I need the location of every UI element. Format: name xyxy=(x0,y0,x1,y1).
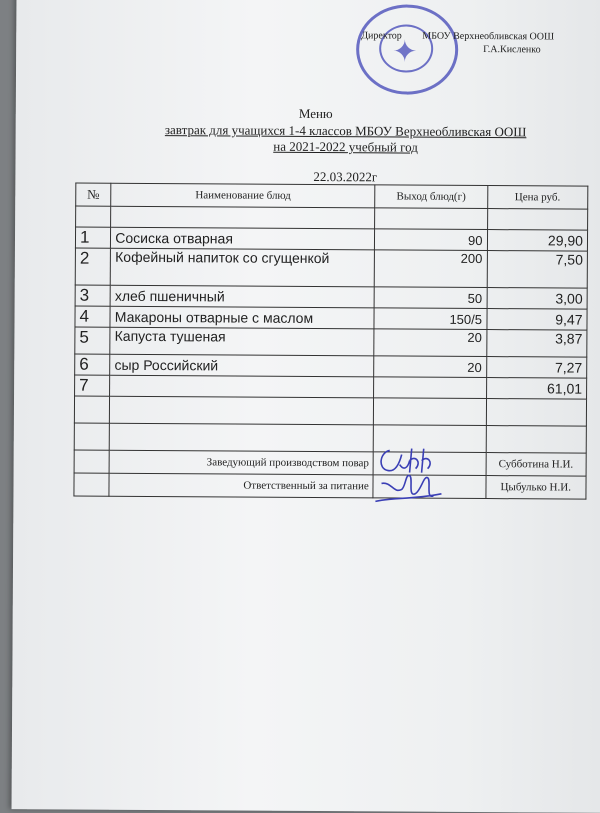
cell-number: 6 xyxy=(75,354,110,375)
cell-dish-name: сыр Российский xyxy=(110,354,374,377)
cell-dish-name: Кофейный напиток со сгущенкой xyxy=(110,248,374,287)
signature-name: Цыбулько Н.И. xyxy=(485,476,586,500)
table-header-row xyxy=(76,183,588,209)
cell-number: 1 xyxy=(75,227,110,248)
cell-dish-name: хлеб пшеничный xyxy=(110,285,374,308)
cell-number: 7 xyxy=(75,375,110,396)
cell-price: 3,00 xyxy=(487,288,588,310)
signature-name: Субботина Н.И. xyxy=(486,453,587,477)
table-row-empty xyxy=(74,423,586,453)
cell-output: 50 xyxy=(374,287,486,309)
director-position: Директор xyxy=(361,30,402,42)
table-row xyxy=(75,248,587,288)
table-row-empty xyxy=(74,396,586,426)
menu-subtitle xyxy=(16,121,600,157)
document-page xyxy=(12,0,600,813)
cell-price: 29,90 xyxy=(487,230,588,252)
school-name: МБОУ Верхнеобливская ООШ xyxy=(422,30,555,43)
cell-output: 90 xyxy=(375,229,487,251)
cell-output xyxy=(374,377,486,399)
approval-header xyxy=(361,29,600,56)
signature-row xyxy=(74,450,586,476)
signature-role: Заведующий производством повар xyxy=(109,450,373,475)
cell-number: 4 xyxy=(75,306,110,327)
cell-price: 9,47 xyxy=(486,309,587,331)
menu-subtitle-line2: на 2021-2022 учебный год xyxy=(273,138,418,155)
cell-dish-name: Сосиска отварная xyxy=(111,227,375,250)
signature-role: Ответственный за питание xyxy=(109,473,373,498)
cell-price: 3,87 xyxy=(486,330,587,358)
cell-number: 2 xyxy=(75,248,110,285)
column-header-name: Наименование блюд xyxy=(111,183,375,208)
director-name: Г.А.Кисленко xyxy=(483,44,541,56)
cell-output: 200 xyxy=(374,250,486,288)
menu-table xyxy=(73,183,588,500)
menu-subtitle-line1: завтрак для учащихся 1-4 классов МБОУ Верхнеобливская ООШ xyxy=(164,122,527,140)
signature-mark xyxy=(373,475,485,499)
cell-number: 5 xyxy=(75,327,110,354)
menu-title: Меню xyxy=(298,105,333,122)
cell-dish-name xyxy=(110,375,374,398)
cell-dish-name: Капуста тушеная xyxy=(110,327,374,356)
signature-row xyxy=(74,473,586,499)
cell-price: 7,50 xyxy=(487,251,588,289)
column-header-price: Цена руб. xyxy=(487,186,588,210)
cell-price: 7,27 xyxy=(486,357,587,379)
column-header-number: № xyxy=(76,183,111,206)
table-row xyxy=(75,327,587,357)
cell-output: 20 xyxy=(374,329,486,357)
cell-output: 150/5 xyxy=(374,308,486,330)
cell-number: 3 xyxy=(75,285,110,306)
menu-date: 22.03.2022г xyxy=(313,168,378,185)
column-header-output: Выход блюд(г) xyxy=(375,185,487,209)
stamp-star-icon: ✦ xyxy=(392,35,418,69)
handwritten-signature-icon xyxy=(372,463,452,507)
cell-dish-name: Макароны отварные с маслом xyxy=(110,306,374,329)
cell-output: 20 xyxy=(374,356,486,378)
cell-total-price: 61,01 xyxy=(486,378,587,400)
